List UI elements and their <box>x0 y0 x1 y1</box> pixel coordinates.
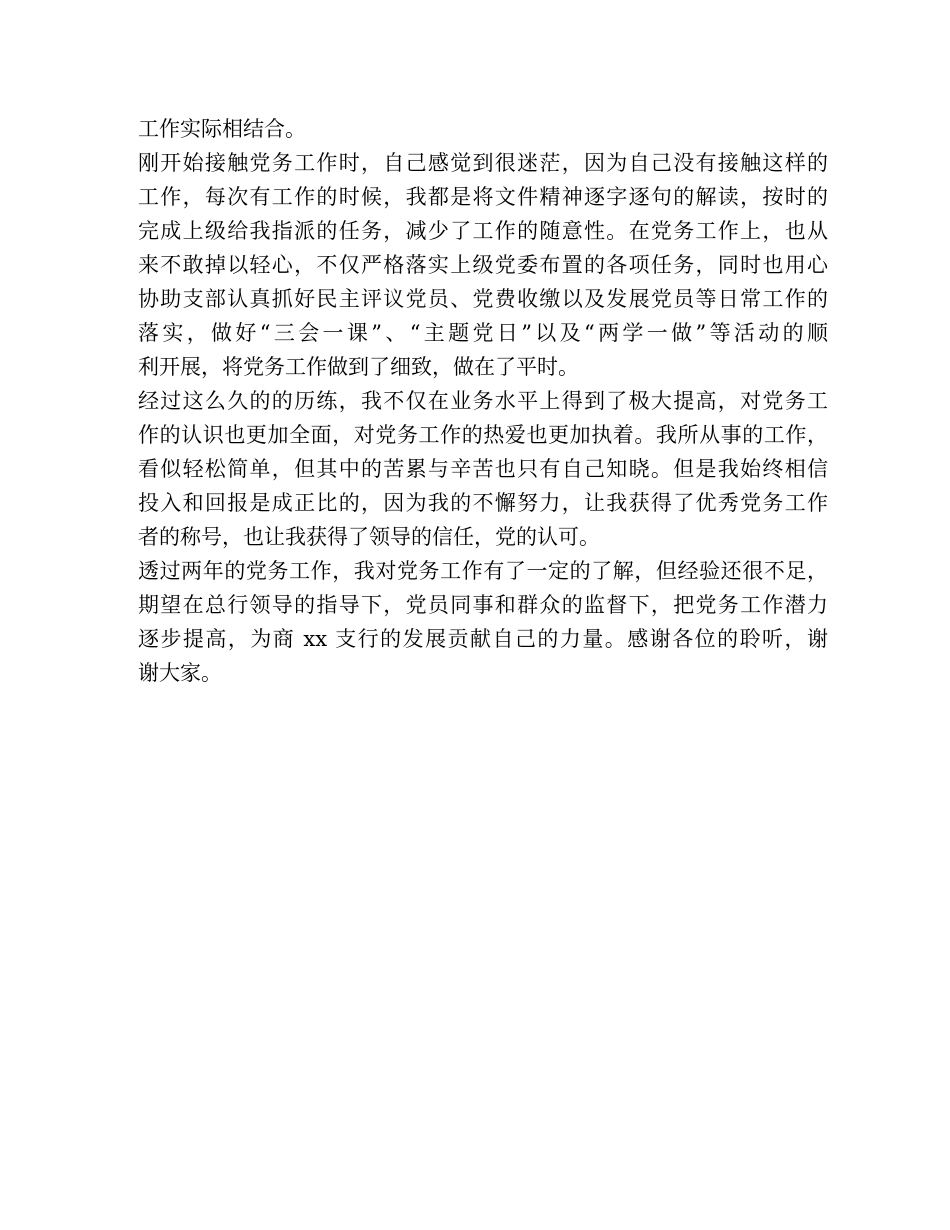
text-line: 来不敢掉以轻心，不仅严格落实上级党委布置的各项任务，同时也用心 <box>138 253 828 277</box>
text-line: 工作，每次有工作的时候，我都是将文件精神逐字逐句的解读，按时的 <box>138 185 828 209</box>
text-line: 落实，做好“三会一课”、“主题党日”以及“两学一做”等活动的顺 <box>138 321 828 345</box>
text-line: 期望在总行领导的指导下，党员同事和群众的监督下，把党务工作潜力 <box>138 593 828 617</box>
text-line: 完成上级给我指派的任务，减少了工作的随意性。在党务工作上，也从 <box>138 219 828 243</box>
text-line: 投入和回报是成正比的，因为我的不懈努力，让我获得了优秀党务工作 <box>138 491 828 515</box>
text-line: 看似轻松简单，但其中的苦累与辛苦也只有自己知晓。但是我始终相信 <box>138 457 828 481</box>
text-line: 者的称号，也让我获得了领导的信任，党的认可。 <box>138 525 600 549</box>
text-line: 作的认识也更加全面，对党务工作的热爱也更加执着。我所从事的工作， <box>138 423 828 447</box>
document-body <box>138 112 828 690</box>
text-line: 逐步提高，为商 xx 支行的发展贡献自己的力量。感谢各位的聆听，谢 <box>138 627 828 651</box>
text-line: 协助支部认真抓好民主评议党员、党费收缴以及发展党员等日常工作的 <box>138 287 828 311</box>
text-line: 工作实际相结合。 <box>138 117 306 141</box>
text-line: 利开展，将党务工作做到了细致，做在了平时。 <box>138 355 579 379</box>
text-line: 刚开始接触党务工作时，自己感觉到很迷茫，因为自己没有接触这样的 <box>138 151 828 175</box>
text-line: 谢大家。 <box>138 661 222 685</box>
text-line: 经过这么久的的历练，我不仅在业务水平上得到了极大提高，对党务工 <box>138 389 828 413</box>
text-line: 透过两年的党务工作，我对党务工作有了一定的了解，但经验还很不足， <box>138 559 828 583</box>
